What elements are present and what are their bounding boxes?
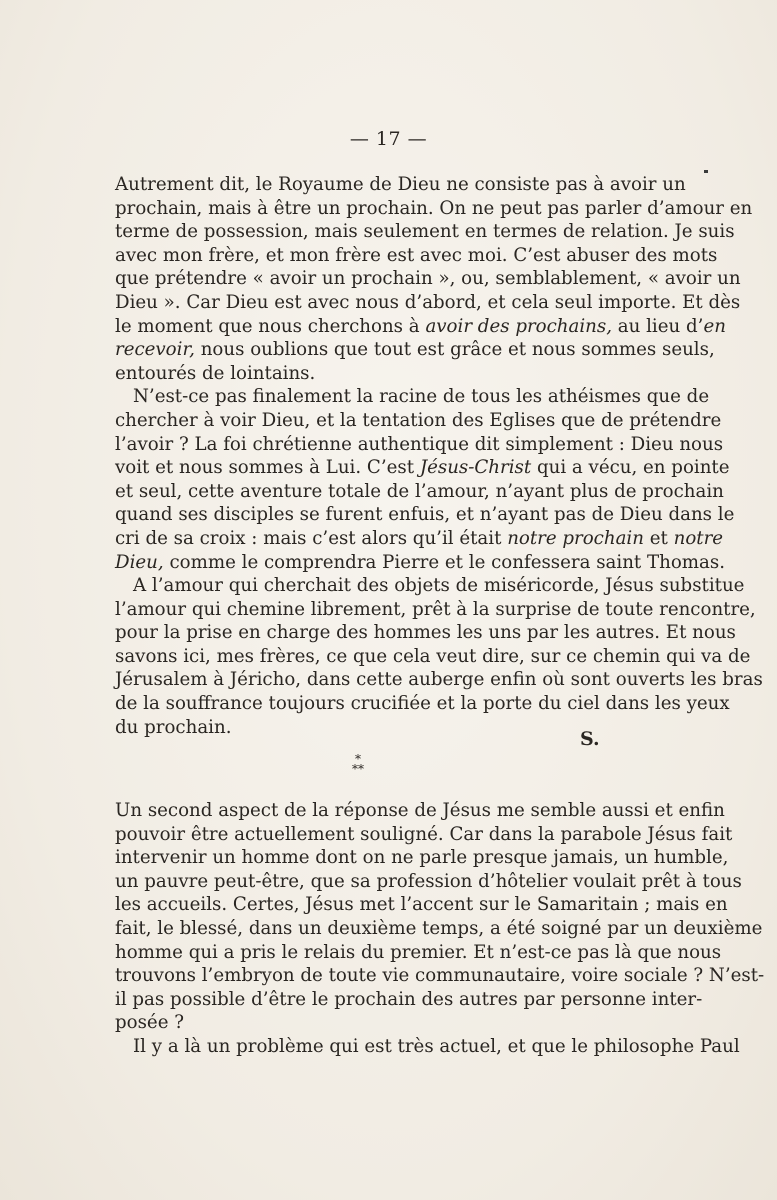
text-line: terme de possession, mais seulement en termes de relation. Je suis [115,221,735,243]
page-number: — 17 — [349,128,428,150]
text-line: Jérusalem à Jéricho, dans cette auberge enfin où sont ouverts les bras [115,669,763,691]
text-block-2 [115,799,765,1059]
text-line: pouvoir être actuellement souligné. Car dans la parabole Jésus fait [115,823,733,845]
text-line: homme qui a pris le relais du premier. Et n’est-ce pas là que nous [115,941,722,963]
text-line: cri de sa croix : mais c’est alors qu’il était notre prochain et notre [115,527,724,549]
text-line: de la souffrance toujours crucifiée et la porte du ciel dans les yeux [115,693,730,715]
text-line: recevoir, nous oublions que tout est grâce et nous sommes seuls, [115,339,715,361]
text-line: il pas possible d’être le prochain des autres par personne inter- [115,988,703,1010]
text-line: avec mon frère, et mon frère est avec moi. C’est abuser des mots [115,244,718,266]
section-separator: * ** [352,752,364,776]
text-line: fait, le blessé, dans un deuxième temps, a été soigné par un deuxième [115,917,763,939]
text-line: pour la prise en charge des hommes les uns par les autres. Et nous [115,622,736,644]
text-line: et seul, cette aventure totale de l’amour, n’ayant plus de prochain [115,480,724,502]
text-line: Dieu ». Car Dieu est avec nous d’abord, et cela seul importe. Et dès [115,291,741,313]
text-line: Autrement dit, le Royaume de Dieu ne consiste pas à avoir un [115,174,686,195]
text-line: que prétendre « avoir un prochain », ou, semblablement, « avoir un [115,268,741,290]
text-line: prochain, mais à être un prochain. On ne peut pas parler d’amour en [115,197,753,219]
signature-initial: S. [580,728,600,750]
text-line: chercher à voir Dieu, et la tentation des Eglises que de prétendre [115,409,722,431]
text-line: quand ses disciples se furent enfuis, et n’ayant pas de Dieu dans le [115,504,735,526]
text-line: N’est-ce pas finalement la racine de tous les athéismes que de [133,386,710,408]
text-line: A l’amour qui cherchait des objets de miséricorde, Jésus substitue [133,575,745,597]
text-line: trouvons l’embryon de toute vie communautaire, voire sociale ? N’est- [115,965,765,987]
text-line: Dieu, comme le comprendra Pierre et le confessera saint Thomas. [115,551,725,573]
text-line: entourés de lointains. [115,362,316,384]
text-line: posée ? [115,1012,184,1034]
text-line: voit et nous sommes à Lui. C’est Jésus-Christ qui a vécu, en pointe [115,457,730,479]
text-line: le moment que nous cherchons à avoir des prochains, au lieu d’en [115,315,726,337]
text-line: les accueils. Certes, Jésus met l’accent sur le Samaritain ; mais en [115,894,728,916]
text-line: l’amour qui chemine librement, prêt à la surprise de toute rencontre, [115,598,756,620]
text-line: du prochain. [115,716,232,738]
text-line: Il y a là un problème qui est très actuel, et que le philosophe Paul [133,1035,740,1057]
text-line: l’avoir ? La foi chrétienne authentique dit simplement : Dieu nous [115,433,724,455]
text-line: intervenir un homme dont on ne parle presque jamais, un humble, [115,847,729,869]
text-line: savons ici, mes frères, ce que cela veut dire, sur ce chemin qui va de [115,645,751,667]
text-block-1 [115,173,763,739]
ink-mark [704,170,708,173]
text-line: un pauvre peut-être, que sa profession d’hôtelier voulait prêt à tous [115,870,742,892]
text-line: Un second aspect de la réponse de Jésus me semble aussi et enfin [115,800,725,821]
